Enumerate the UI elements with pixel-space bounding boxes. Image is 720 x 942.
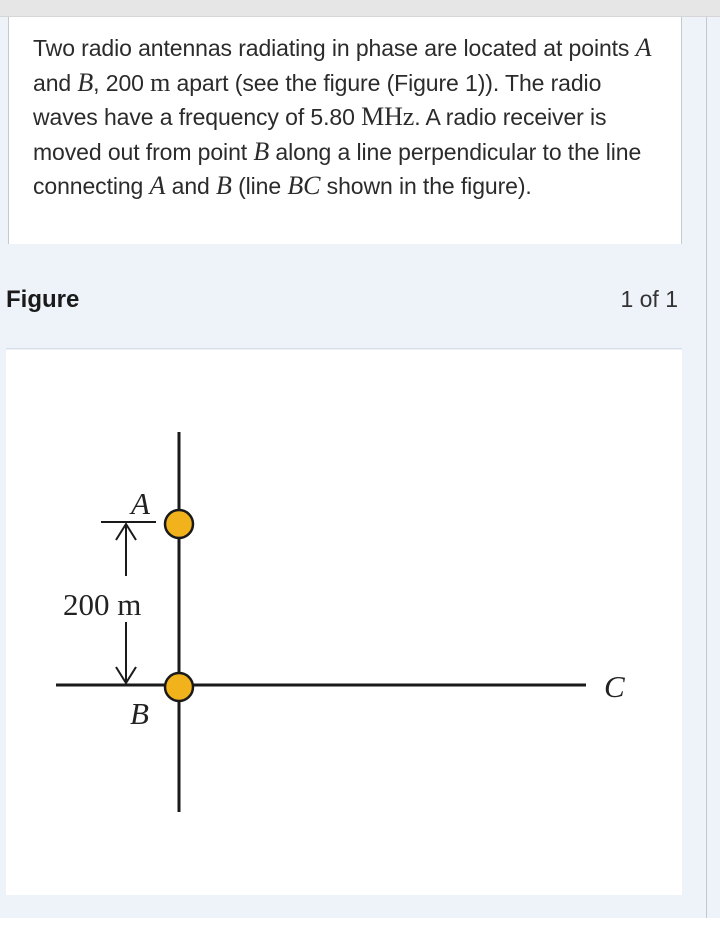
math-unit-m: m [150, 67, 171, 97]
math-point-b: B [253, 136, 270, 166]
math-unit-mhz: MHz [361, 102, 415, 131]
problem-text-segment: along a line perpendicular to the line connecting [33, 138, 642, 199]
math-point-a: A [149, 171, 166, 200]
problem-text-segment: shown in the figure). [320, 173, 532, 199]
label-point-b: B [130, 696, 149, 731]
right-panel-border [706, 17, 707, 942]
problem-text-segment: (line [231, 173, 288, 199]
math-line-bc: BC [287, 171, 321, 200]
label-point-c: C [604, 669, 625, 704]
problem-text-segment: and [165, 173, 216, 199]
math-point-b: B [216, 171, 232, 200]
bottom-strip [0, 918, 720, 942]
math-point-a: A [635, 33, 652, 62]
problem-text-segment: . A radio receiver is moved out from point [33, 104, 607, 165]
antenna-b-dot [165, 673, 193, 701]
figure-title: Figure [6, 286, 80, 313]
figure-divider [6, 348, 682, 349]
problem-card [8, 17, 682, 244]
antenna-a-dot [165, 510, 193, 538]
label-point-a: A [131, 486, 150, 521]
problem-statement [33, 31, 663, 204]
antenna-figure [6, 350, 682, 895]
problem-text-segment: Two radio antennas radiating in phase are located at points [33, 35, 636, 61]
distance-label: 200 m [63, 587, 142, 622]
figure-panel [6, 350, 682, 895]
problem-text-segment: apart (see the figure (Figure 1)). The radio waves have a frequency of 5.80 [33, 69, 602, 130]
problem-text-segment: and [33, 69, 78, 96]
problem-text-segment: , 200 [93, 69, 151, 96]
math-point-b: B [77, 67, 94, 97]
figure-pager: 1 of 1 [620, 286, 678, 312]
top-toolbar [0, 0, 720, 17]
